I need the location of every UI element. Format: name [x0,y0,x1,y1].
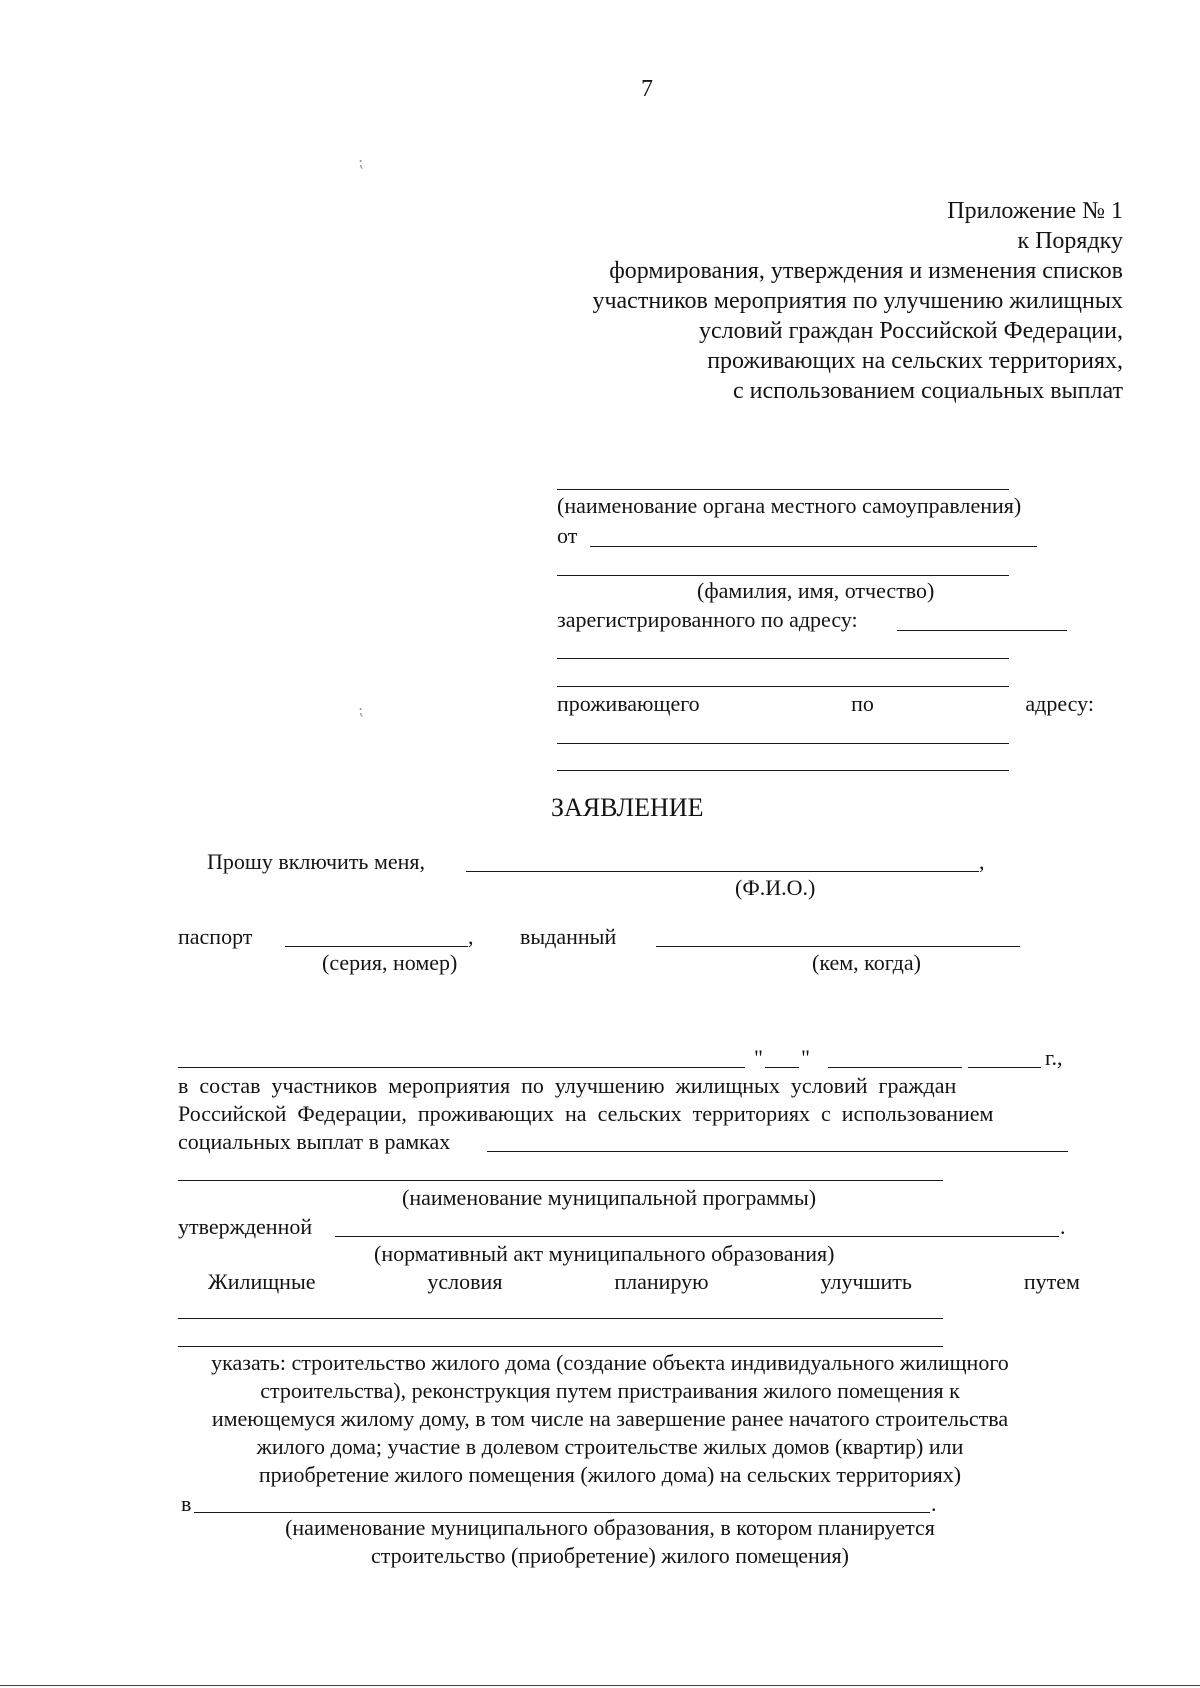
issued-by-caption: (кем, когда) [812,950,921,975]
caption-line: жилого дома; участие в долевом строительстве жилых домов (квартир) или [256,1434,964,1459]
appendix-line: Приложение № 1 [947,198,1123,224]
appendix-block [423,196,1123,406]
approved-label: утвержденной [178,1214,313,1239]
improve-method-caption [130,1349,1090,1489]
passport-series-line[interactable] [285,946,468,947]
passport-comma: , [468,924,474,949]
year-suffix: г., [1045,1045,1063,1070]
caption-line: строительство (приобретение) жилого помещения) [371,1543,849,1568]
caption-line: строительства), реконструкция путем пристраивания жилого помещения к [260,1378,960,1403]
org-name-line[interactable] [557,489,1009,490]
improve-word: планирую [614,1269,709,1294]
request-label: Прошу включить меня, [207,849,426,874]
program-line-2[interactable] [178,1180,943,1181]
registered-label: зарегистрированного по адресу: [557,607,858,632]
date-day-line[interactable] [765,1067,799,1068]
passport-label: паспорт [178,924,253,949]
request-comma: , [979,849,985,874]
improve-method-line-2[interactable] [178,1346,943,1347]
approved-period: . [1060,1214,1066,1239]
program-caption: (наименование муниципальной программы) [402,1185,817,1210]
applicant-fio-line[interactable] [466,871,979,872]
program-line-1[interactable] [487,1151,1068,1152]
appendix-line: формирования, утверждения и изменения списков [609,258,1123,284]
from-line[interactable] [590,546,1037,547]
living-address-line-1[interactable] [557,743,1009,744]
appendix-line: проживающих на сельских территориях, [707,348,1123,374]
scan-speck: ⁏ [358,154,364,171]
living-word: проживающего [557,691,700,716]
living-address-label [557,690,1094,718]
within-label: социальных выплат в рамках [178,1129,451,1154]
registered-address-line-1[interactable] [897,630,1067,631]
living-word: по [851,691,874,716]
municipality-line[interactable] [194,1512,930,1513]
date-quote-open: " [754,1045,763,1070]
issued-label: выданный [520,924,617,949]
issued-continued-line[interactable] [178,1067,745,1068]
caption-line: имеющемуся жилому дому, в том числе на завершение ранее начатого строительства [211,1406,1009,1431]
date-quote-close: " [801,1045,810,1070]
page-number: 7 [641,76,653,102]
appendix-line: с использованием социальных выплат [732,378,1123,404]
composition-line: Российской Федерации, проживающих на сельских территориях с использованием [178,1101,994,1126]
caption-line: указать: строительство жилого дома (создание объекта индивидуального жилищного [211,1350,1009,1375]
date-year-line[interactable] [968,1067,1041,1068]
composition-line: в состав участников мероприятия по улучшению жилищных условий граждан [178,1073,957,1098]
scan-speck: ⁏ [358,702,364,719]
caption-line: (наименование муниципального образования, в котором планируется [285,1515,935,1540]
org-name-caption: (наименование органа местного самоуправления) [557,493,1022,518]
document-title: ЗАЯВЛЕНИЕ [551,793,704,822]
appendix-line: к Порядку [1017,228,1123,254]
caption-line: приобретение жилого помещения (жилого дома) на сельских территориях) [258,1462,962,1487]
registered-address-line-2[interactable] [557,658,1009,659]
from-label: от [557,523,578,548]
improve-word: условия [427,1269,503,1294]
appendix-line: условий граждан Российской Федерации, [698,318,1123,344]
page-bottom-edge [0,1685,1200,1686]
living-address-line-2[interactable] [557,770,1009,771]
issued-by-line[interactable] [656,946,1020,947]
applicant-fio-caption: (Ф.И.О.) [735,875,816,900]
improve-method-line-1[interactable] [178,1318,943,1319]
improve-word: Жилищные [208,1269,316,1294]
in-period: . [931,1491,937,1516]
improve-word: путем [1023,1269,1080,1294]
improve-label [208,1268,1080,1296]
in-label: в [181,1491,192,1516]
fio-caption: (фамилия, имя, отчество) [697,578,935,603]
act-caption: (нормативный акт муниципального образования) [374,1241,835,1266]
passport-series-caption: (серия, номер) [322,950,458,975]
municipality-caption [130,1514,1090,1570]
approved-act-line[interactable] [335,1236,1059,1237]
date-month-line[interactable] [828,1067,962,1068]
appendix-line: участников мероприятия по улучшению жилищных [592,288,1123,314]
registered-address-line-3[interactable] [557,686,1009,687]
fio-line[interactable] [557,575,1009,576]
living-word: адресу: [1025,691,1094,716]
improve-word: улучшить [820,1269,912,1294]
